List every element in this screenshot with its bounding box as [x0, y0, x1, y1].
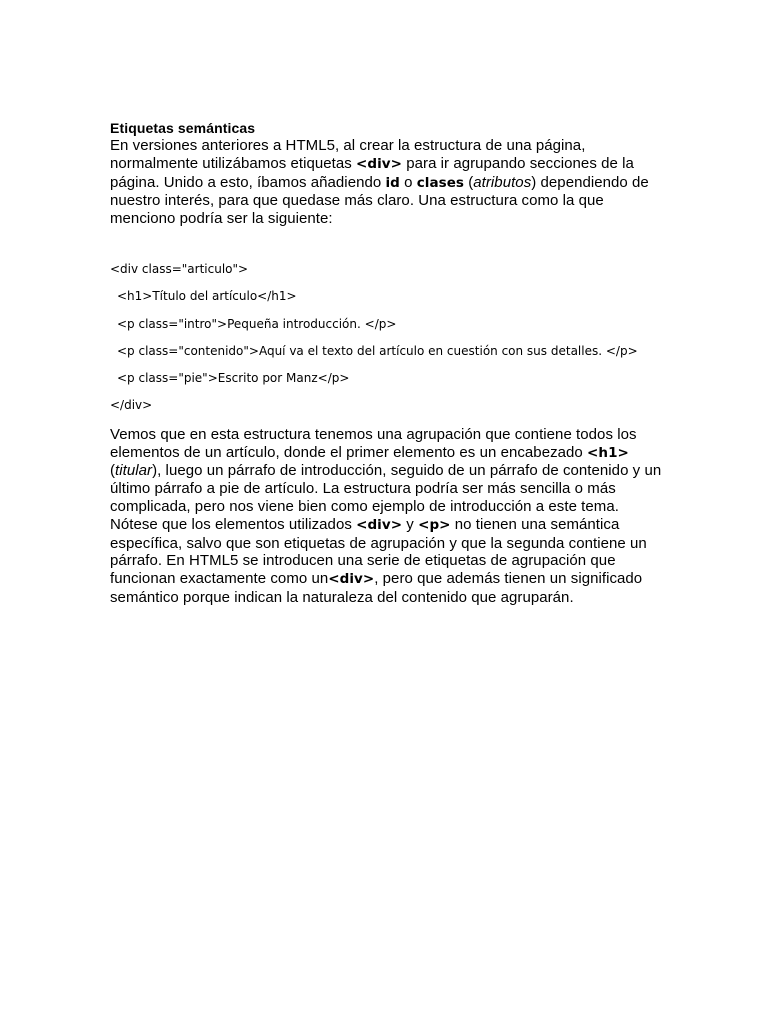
explanation-text-1: Vemos que en esta estructura tenemos una agrupación que contiene todos los elementos de un artículo, donde el primer elemento es un encabezado [110, 425, 637, 461]
code-line: <h1>Título del artículo</h1> [117, 289, 297, 304]
explanation-text-3: ), luego un párrafo de introducción, seguido de un párrafo de contenido y un último párrafo a pie de artículo. La estructura podría ser más sencilla o más complicada, pero nos viene bien como ejemplo de introducción a este tema. [110, 462, 662, 515]
intro-text-5: ) dependiendo de nuestro interés, para que quedase más claro. Una estructura como la que menciono podría ser la siguiente: [110, 173, 649, 228]
intro-paragraph [110, 137, 670, 228]
intro-text-1: En versiones anteriores a HTML5, al crear la estructura de una página, normalmente utilizábamos etiquetas [110, 137, 586, 172]
code-example [110, 262, 670, 426]
code-line: <p class="pie">Escrito por Manz</p> [117, 371, 350, 386]
document-page [110, 119, 670, 607]
code-line: <p class="intro">Pequeña introducción. </p> [117, 316, 397, 331]
h1-tag-code: <h1> [587, 444, 629, 461]
atributos-keyword: atributos [473, 173, 532, 191]
div-tag-code: <div> [356, 516, 403, 533]
explanation-paragraph [110, 426, 670, 516]
intro-text-3: o [399, 173, 417, 191]
semantics-text-2: y [402, 515, 419, 533]
intro-text-2: para ir agrupando secciones de la página. Unido a esto, íbamos añadiendo [110, 154, 634, 191]
titular-keyword: titular [115, 462, 153, 480]
document-title: Etiquetas semánticas [110, 120, 256, 136]
code-line: <div class="articulo"> [110, 261, 249, 276]
intro-text-4: ( [464, 173, 474, 191]
semantics-text-4: , pero que además tienen un significado semántico porque indican la naturaleza del contenido que agruparán. [110, 570, 643, 606]
semantics-paragraph [110, 516, 670, 607]
id-keyword: id [385, 174, 400, 191]
explanation-text-2: ( [110, 462, 116, 480]
p-tag-code: <p> [418, 516, 451, 533]
semantics-text-1: Nótese que los elementos utilizados [110, 515, 357, 533]
semantics-text-3: no tienen una semántica específica, salvo que son etiquetas de agrupación y que la segunda contiene un párrafo. En HTML5 se introducen una serie de etiquetas de agrupación que funcionan exactamente como un [110, 515, 647, 588]
code-line: </div> [110, 398, 153, 413]
div-tag-code: <div> [356, 155, 403, 172]
code-line: <p class="contenido">Aquí va el texto del artículo en cuestión con sus detalles. </p> [117, 343, 638, 358]
div-tag-code-2: <div> [328, 571, 375, 588]
clases-keyword: clases [416, 174, 464, 191]
